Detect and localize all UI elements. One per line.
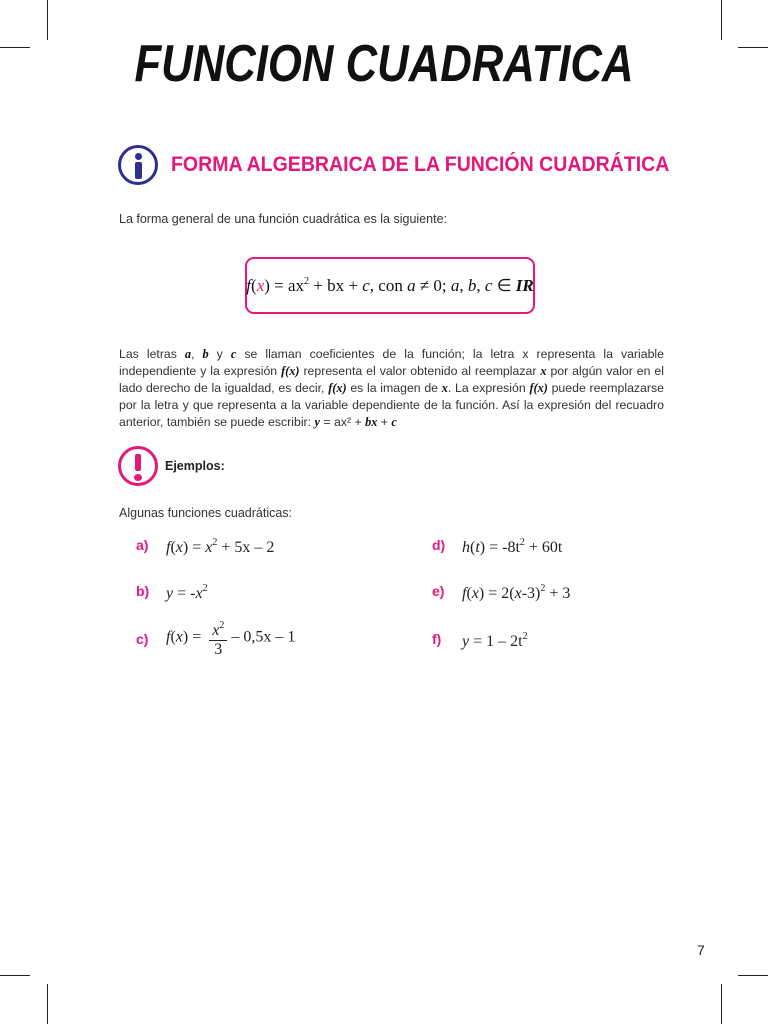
example-expression: $y = -x^2$ bbox=[166, 583, 208, 602]
example-label: a) bbox=[136, 537, 149, 553]
crop-mark bbox=[721, 984, 722, 1024]
examples-label: Ejemplos: bbox=[165, 459, 225, 473]
examples-intro: Algunas funciones cuadráticas: bbox=[119, 506, 293, 520]
formula-box bbox=[245, 257, 535, 314]
body-paragraph: Las letras a, b y c se llaman coeficientes de la función; la letra x representa la variable independiente y la expresión f(x) representa el valor obtenido al reemplazar x por algún valor en el lado derecho de la igualdad, es decir, f(x) es la imagen de x. La expresión f(x) puede reemplazarse por la letra y que representa a la variable dependiente de la función. Así la expresión del recuadro anterior, también se puede escribir: y = ax² + bx + c bbox=[119, 347, 665, 429]
example-label: f) bbox=[432, 631, 442, 647]
crop-mark bbox=[47, 984, 48, 1024]
crop-mark bbox=[0, 975, 30, 976]
info-icon bbox=[118, 145, 158, 185]
section-title: FORMA ALGEBRAICA DE LA FUNCIÓN CUADRÁTICA bbox=[171, 153, 670, 176]
page-number: 7 bbox=[697, 942, 705, 958]
page-title: FUNCION CUADRATICA bbox=[134, 35, 634, 93]
example-expression: $y = 1 - 2t^2$ bbox=[462, 631, 528, 650]
crop-mark bbox=[47, 0, 48, 40]
example-expression: f(x) = $\frac{x^2}{3}$ – 0,5x – 1 bbox=[166, 617, 295, 659]
example-label: b) bbox=[136, 583, 150, 599]
example-label: e) bbox=[432, 583, 445, 599]
example-expression: $f(x) = 2(x-3)^2 + 3$ bbox=[462, 583, 571, 602]
crop-mark bbox=[738, 47, 768, 48]
exclamation-icon bbox=[118, 446, 158, 486]
example-label: c) bbox=[136, 631, 149, 647]
example-label: d) bbox=[432, 537, 446, 553]
crop-mark bbox=[738, 975, 768, 976]
general-formula: $f(x) = ax^2$ + bx + c, con a ≠ 0; a, b, c ∈ IR bbox=[246, 275, 534, 295]
intro-text: La forma general de una función cuadrática es la siguiente: bbox=[119, 212, 447, 226]
crop-mark bbox=[721, 0, 722, 40]
crop-mark bbox=[0, 47, 30, 48]
example-expression: $f(x) = x^2 + 5x - 2$ bbox=[166, 537, 275, 556]
example-expression: $h(t) = -8t^2 + 60t$ bbox=[462, 537, 563, 556]
